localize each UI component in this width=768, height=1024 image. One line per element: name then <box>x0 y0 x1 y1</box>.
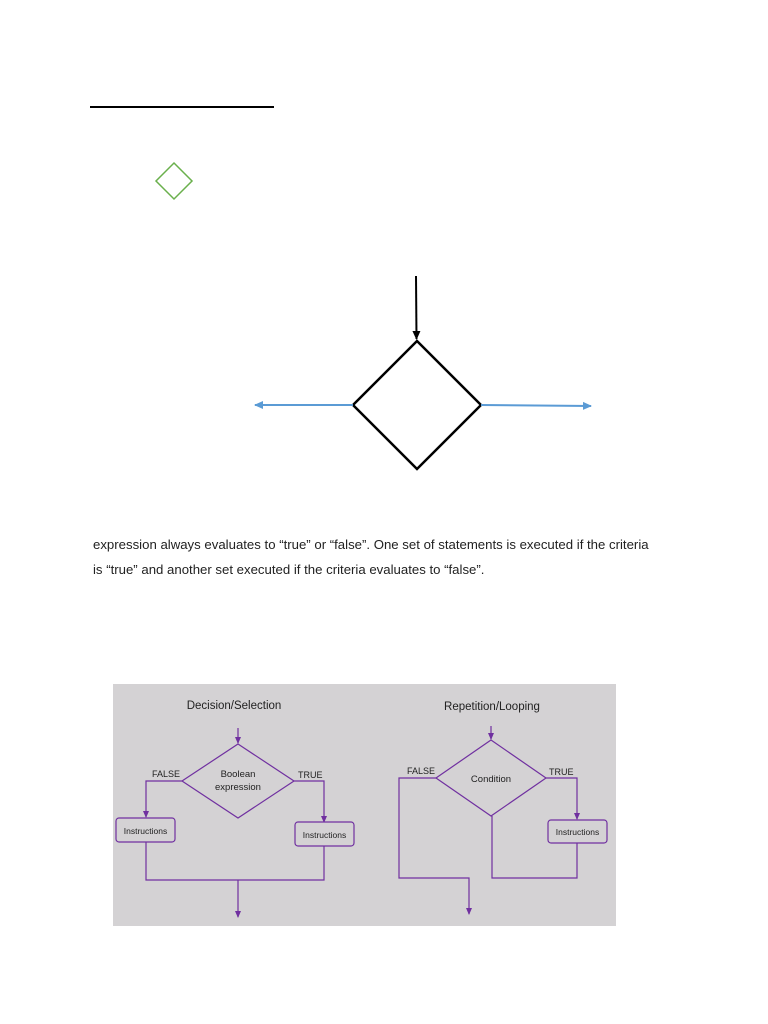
paragraph-line: is “true” and another set executed if the criteria evaluates to “false”. <box>93 562 485 577</box>
decision-diagram <box>0 0 768 500</box>
body-paragraph <box>93 532 693 582</box>
flowchart-figure <box>113 684 616 926</box>
looping-title: Repetition/Looping <box>444 701 540 713</box>
looping-true-label: TRUE <box>549 767 574 777</box>
decision-true-label: TRUE <box>298 770 323 780</box>
decision-diamond <box>353 341 481 469</box>
decision-condition-line1: Boolean <box>220 769 256 780</box>
paragraph-line: expression always evaluates to “true” or “false”. One set of statements is executed if the criteria <box>93 537 649 552</box>
decision-title: Decision/Selection <box>186 700 282 712</box>
right-branch-arrow <box>481 405 591 406</box>
looping-instructions-label: Instructions <box>555 827 600 837</box>
looping-false-label: FALSE <box>407 766 436 776</box>
decision-left-instructions-label: Instructions <box>123 826 168 836</box>
decision-right-instructions-label: Instructions <box>302 830 347 840</box>
entry-arrow <box>416 276 417 339</box>
looping-condition-label: Condition <box>470 774 512 785</box>
figure-background <box>113 684 616 926</box>
decision-false-label: FALSE <box>152 769 181 779</box>
decision-condition-line2: expression <box>215 782 261 793</box>
